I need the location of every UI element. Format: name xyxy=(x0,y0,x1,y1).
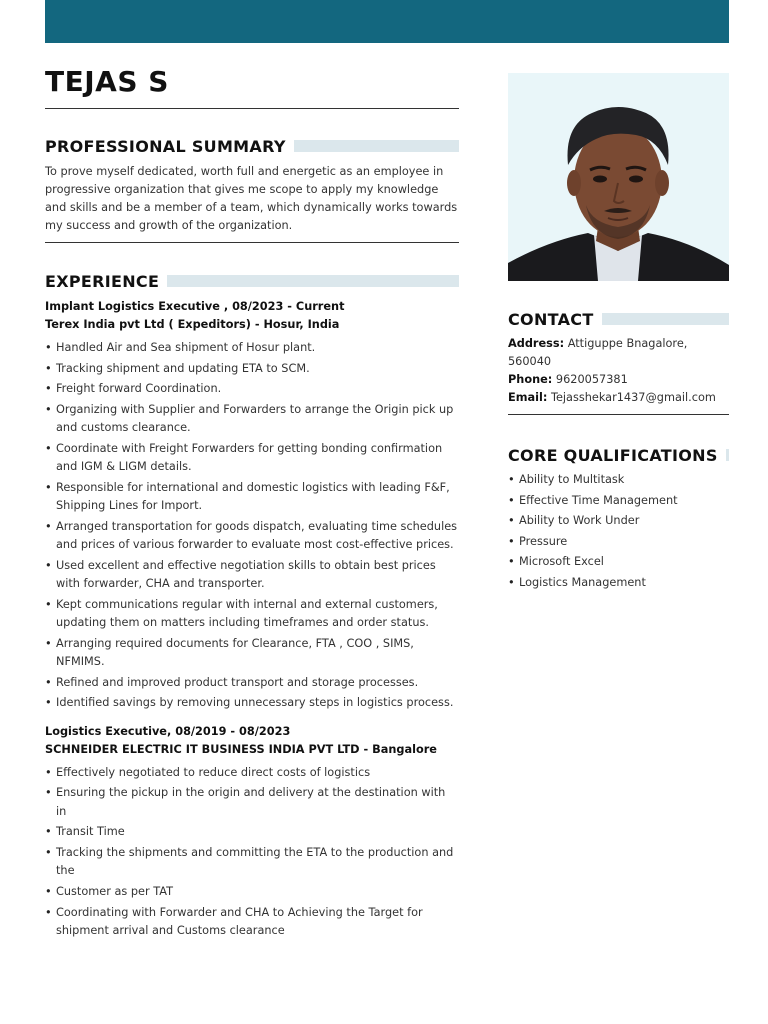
contact-title: CONTACT xyxy=(508,309,594,329)
summary-text: To prove myself dedicated, worth full and energetic as an employee in progressive organization that gives me scope to apply my knowledge and skills and be a member of a team, which dynamically works towards my success and growth of the organization. xyxy=(45,165,458,232)
list-item: • Responsible for international and domestic logistics with leading F&F, Shipping Lines for Import. xyxy=(45,479,459,516)
list-item: • Ability to Multitask xyxy=(508,471,729,489)
email-label: Email: xyxy=(508,391,548,404)
job-dates: , 08/2019 - 08/2023 xyxy=(166,724,291,738)
list-item: • Kept communications regular with internal and external customers, updating them on matters including timeframes and order status. xyxy=(45,596,459,633)
job-role: Implant Logistics Executive xyxy=(45,300,220,313)
qualifications-heading xyxy=(508,444,729,466)
list-item: • Tracking shipment and updating ETA to SCM. xyxy=(45,360,459,378)
header-banner xyxy=(45,0,729,43)
list-item: • Refined and improved product transport and storage processes. xyxy=(45,674,459,692)
job-title xyxy=(45,723,459,741)
divider xyxy=(45,242,459,243)
list-item: • Coordinating with Forwarder and CHA to Achieving the Target for shipment arrival and Customs clearance xyxy=(45,904,459,941)
profile-photo xyxy=(508,73,729,281)
job-bullets xyxy=(45,339,459,713)
experience-heading xyxy=(45,270,459,292)
contact-address xyxy=(508,335,729,371)
list-item: • Coordinate with Freight Forwarders for getting bonding confirmation and IGM & LIGM details. xyxy=(45,440,459,477)
list-item: • Tracking the shipments and committing the ETA to the production and the xyxy=(45,844,459,881)
heading-bar xyxy=(726,449,729,461)
list-item: • Customer as per TAT xyxy=(45,883,459,901)
profile-photo-graphic xyxy=(508,73,729,281)
address-label: Address: xyxy=(508,337,565,350)
list-item: • Arranging required documents for Clearance, FTA , COO , SIMS, NFMIMS. xyxy=(45,635,459,672)
list-item: • Logistics Management xyxy=(508,574,729,592)
qualifications-title: CORE QUALIFICATIONS xyxy=(508,445,718,465)
job-bullets xyxy=(45,764,459,941)
list-item: • Freight forward Coordination. xyxy=(45,380,459,398)
main-column xyxy=(45,62,459,943)
qualifications-list xyxy=(508,471,729,592)
phone-label: Phone: xyxy=(508,373,553,386)
list-item: • Identified savings by removing unnecessary steps in logistics process. xyxy=(45,694,459,712)
list-item: • Organizing with Supplier and Forwarders to arrange the Origin pick up and customs clearance. xyxy=(45,401,459,438)
list-item: • Microsoft Excel xyxy=(508,553,729,571)
contact-details xyxy=(508,335,729,407)
list-item: • Handled Air and Sea shipment of Hosur plant. xyxy=(45,339,459,357)
list-item: • Ability to Work Under xyxy=(508,512,729,530)
heading-bar xyxy=(294,140,459,152)
phone-value: 9620057381 xyxy=(552,373,628,386)
divider xyxy=(508,414,729,415)
divider xyxy=(45,108,459,109)
list-item: • Effectively negotiated to reduce direct costs of logistics xyxy=(45,764,459,782)
side-column xyxy=(508,73,729,595)
job-entry xyxy=(45,298,459,713)
list-item: • Ensuring the pickup in the origin and delivery at the destination with in xyxy=(45,784,459,821)
summary-title: PROFESSIONAL SUMMARY xyxy=(45,136,286,156)
candidate-name: TEJAS S xyxy=(45,65,169,98)
experience-title: EXPERIENCE xyxy=(45,271,160,291)
job-company: Terex India pvt Ltd ( Expeditors) - Hosur, India xyxy=(45,318,340,331)
job-company: SCHNEIDER ELECTRIC IT BUSINESS INDIA PVT LTD - Bangalore xyxy=(45,742,437,756)
list-item: • Transit Time xyxy=(45,823,459,841)
list-item: • Used excellent and effective negotiation skills to obtain best prices with forwarder, CHA and transporter. xyxy=(45,557,459,594)
job-title xyxy=(45,298,459,316)
job-entry xyxy=(45,723,459,941)
contact-phone xyxy=(508,371,729,389)
contact-email xyxy=(508,389,729,407)
heading-bar xyxy=(602,313,729,325)
list-item: • Pressure xyxy=(508,533,729,551)
job-dates: , 08/2023 - Current xyxy=(219,300,345,313)
job-role: Logistics Executive xyxy=(45,724,167,738)
list-item: • Arranged transportation for goods dispatch, evaluating time schedules and prices of various forwarder to evaluate most cost-effective prices. xyxy=(45,518,459,555)
summary-heading xyxy=(45,135,459,157)
contact-heading xyxy=(508,308,729,330)
email-value: Tejasshekar1437@gmail.com xyxy=(547,391,716,404)
address-value: Attiguppe Bnagalore, 560040 xyxy=(508,337,688,368)
heading-bar xyxy=(167,275,459,287)
list-item: • Effective Time Management xyxy=(508,492,729,510)
